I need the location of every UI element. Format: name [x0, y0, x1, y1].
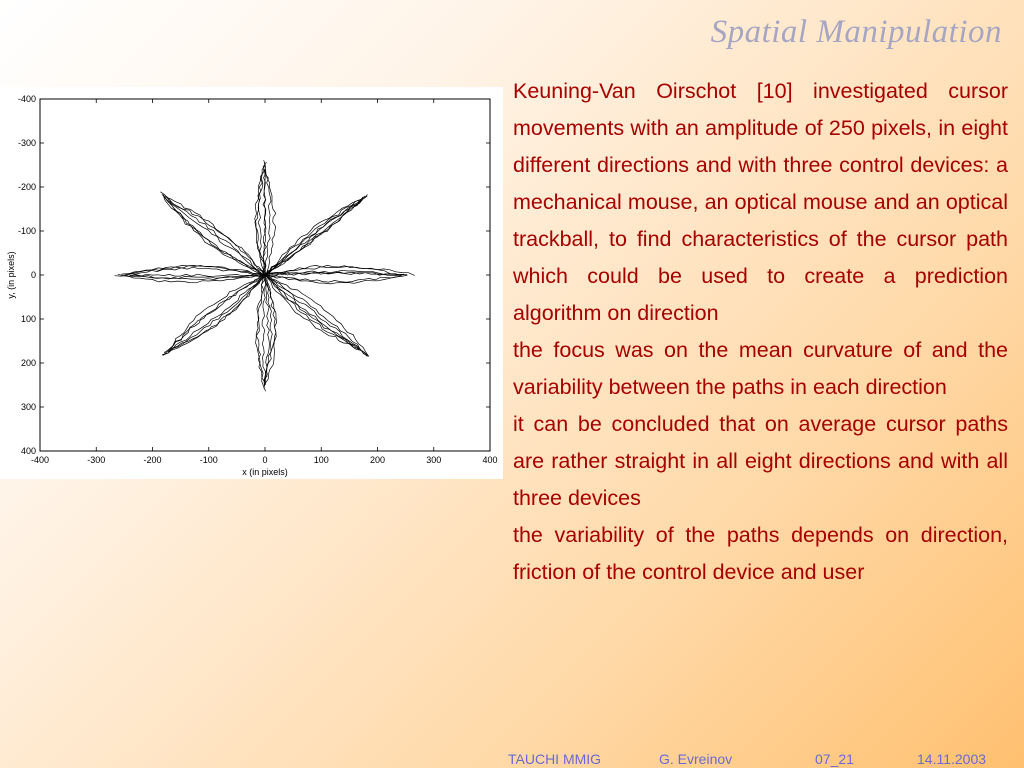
body-paragraph: Keuning-Van Oirschot [10] investigated cursor movements with an amplitude of 250 pixels, in eight different directions and with three control devices: a mechanical mouse, an optical mouse and an optical trackball, to find characteristics of the cursor path which could be used to create a prediction algorithm on direction	[513, 79, 1008, 325]
body-paragraph: it can be concluded that on average cursor paths are rather straight in all eight directions and with all three devices	[513, 412, 1008, 510]
y-tick-label: 200	[20, 358, 36, 368]
cursor-path-down-left	[163, 276, 266, 356]
x-tick-label: -200	[143, 455, 162, 465]
cursor-path-down-right	[265, 275, 369, 356]
cursor-path-down-right	[266, 274, 360, 348]
cursor-path-figure	[0, 87, 503, 479]
cursor-path-down	[263, 275, 276, 381]
x-tick-label: 0	[262, 455, 268, 465]
cursor-path-right	[265, 275, 407, 284]
x-tick-label: 400	[482, 455, 498, 465]
y-tick-label: -200	[17, 182, 36, 192]
y-axis-label: y, (in pixels)	[6, 251, 16, 299]
cursor-path-chart	[0, 87, 503, 479]
slide-body	[513, 73, 1008, 591]
slide-title: Spatial Manipulation	[710, 14, 1002, 50]
x-tick-label: 300	[426, 455, 442, 465]
x-tick-label: -400	[30, 455, 50, 465]
cursor-path-down-left	[162, 276, 266, 355]
x-axis-ticks	[31, 99, 498, 465]
cursor-path-up	[263, 169, 266, 275]
y-tick-label: -400	[17, 94, 36, 104]
cursor-path-down-right	[265, 275, 369, 356]
x-tick-label: 100	[313, 455, 329, 465]
cursor-path-up-left	[160, 192, 264, 275]
cursor-path-up	[265, 164, 271, 275]
x-tick-label: -100	[199, 455, 218, 465]
footer-date: 14.11.2003	[917, 751, 987, 767]
cursor-path-down-left	[169, 274, 264, 349]
cursor-path-up-left	[165, 197, 265, 276]
cursor-path-down-left	[169, 275, 265, 352]
cursor-path-up-right	[266, 200, 360, 276]
x-tick-label: 200	[369, 455, 386, 465]
body-paragraph: the focus was on the mean curvature of and the variability between the paths in each direction	[513, 338, 1008, 399]
body-paragraph: the variability of the paths depends on direction, friction of the control device and user	[513, 523, 1008, 584]
x-tick-label: -300	[87, 455, 106, 465]
footer-org: TAUCHI MMIG	[508, 751, 602, 767]
cursor-paths	[115, 160, 415, 391]
y-tick-label: -100	[17, 226, 36, 236]
x-axis-label: x (in pixels)	[242, 467, 288, 477]
y-tick-label: 100	[20, 314, 36, 324]
footer-author: G. Evreinov	[659, 751, 733, 767]
cursor-path-down-left	[168, 275, 265, 352]
y-tick-label: 400	[20, 446, 36, 456]
footer-slide-id: 07_21	[815, 751, 854, 767]
cursor-path-down-left	[164, 276, 266, 353]
y-tick-label: 0	[30, 270, 36, 280]
y-tick-label: -300	[17, 138, 36, 148]
cursor-path-up-left	[170, 201, 265, 275]
y-tick-label: 300	[20, 402, 36, 412]
